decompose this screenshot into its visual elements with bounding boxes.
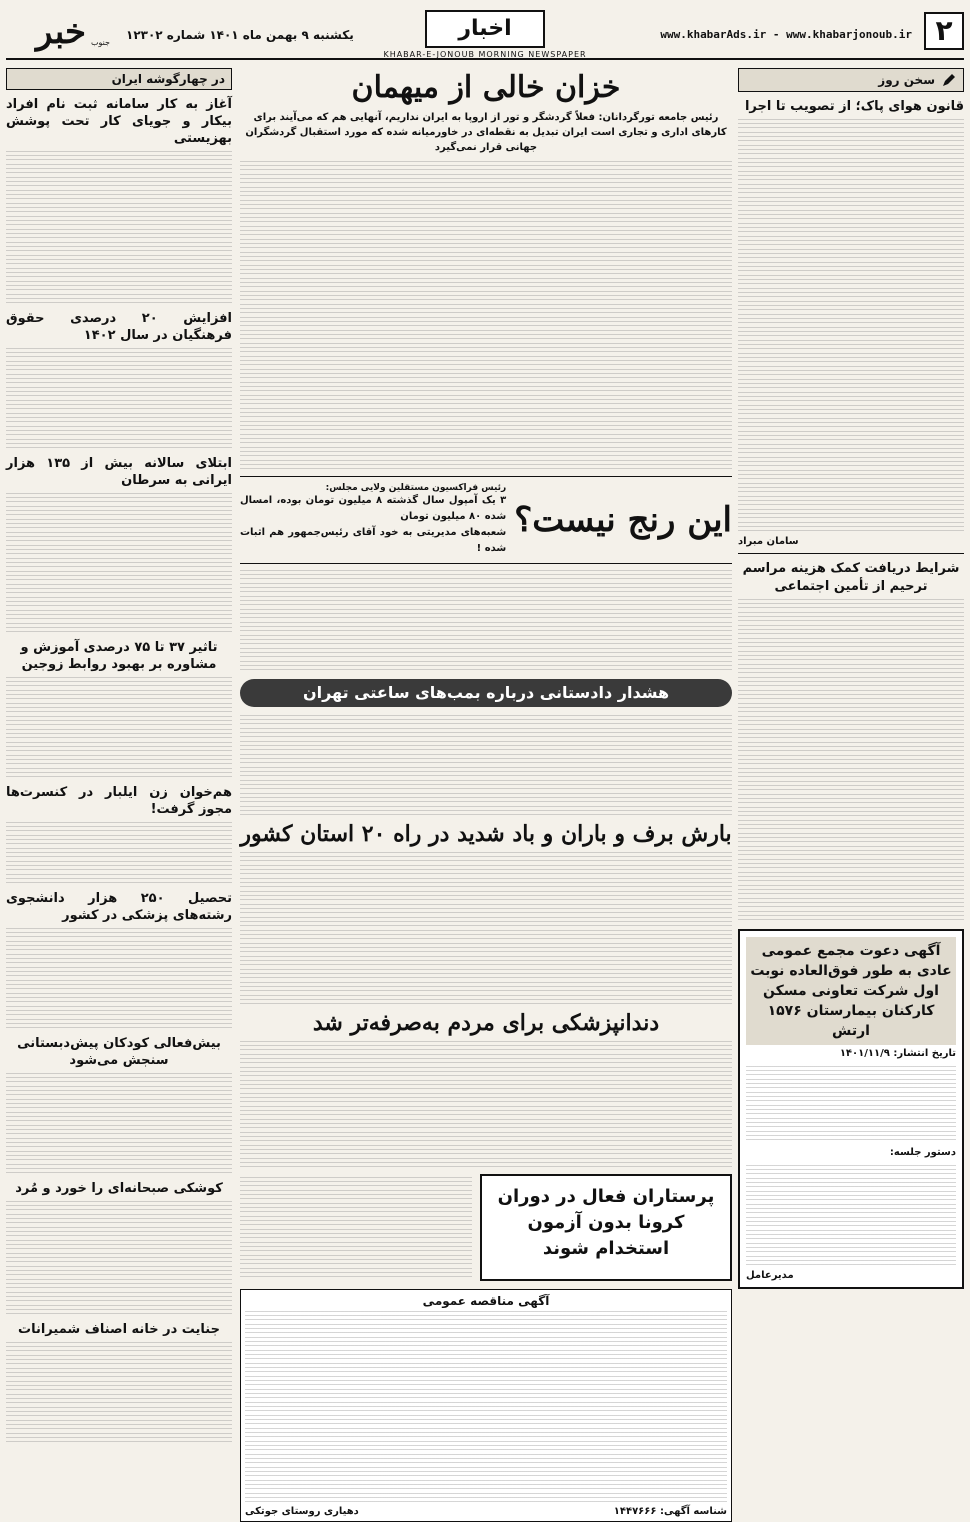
logo-text: خبر bbox=[35, 12, 87, 52]
news-item-title: بیش‌فعالی کودکان پیش‌دبستانی سنجش می‌شود bbox=[17, 1036, 221, 1068]
editorial-title: قانون هوای پاک؛ از تصویب تا اجرا bbox=[744, 99, 964, 114]
page-number: ۲ bbox=[924, 12, 964, 50]
ad-title: آگهی دعوت مجمع عمومی عادی به طور فوق‌العاده نوبت اول شرکت تعاونی مسکن کارکنان بیمارستان ۱۵۷۶ ارتش bbox=[746, 937, 956, 1045]
news-item-title: جنایت در خانه اصناف شمیرانات bbox=[18, 1322, 220, 1337]
main-lede: رئیس جامعه تورگردانان: فعلاً گردشگر و تور از اروپا به ایران نداریم، آنهایی هم که می‌آیند برای کارهای اداری و تجاری است ایران تبدیل به نقطه‌ای در خاورمیانه شده که مورد استقبال گردشگران جهانی قرار نمی‌گیرد bbox=[245, 112, 727, 153]
nurse-box bbox=[480, 1174, 732, 1281]
weather-body bbox=[240, 852, 732, 1005]
news-item-title: تاثیر ۳۷ تا ۷۵ درصدی آموزش و مشاوره بر بهبود روابط زوجین bbox=[20, 640, 218, 672]
website-url[interactable]: www.khabarAds.ir - www.khabarjonoub.ir bbox=[660, 28, 912, 41]
ad-agenda: دستور جلسه: bbox=[889, 1147, 956, 1158]
newspaper-subtitle: KHABAR-E-JONOUB MORNING NEWSPAPER bbox=[383, 50, 587, 59]
tender-id: شناسه آگهی: ۱۴۴۷۶۶۶ bbox=[613, 1506, 727, 1517]
news-item-title: تحصیل ۲۵۰ هزار دانشجوی رشته‌های پزشکی در کشور bbox=[6, 891, 233, 923]
callout-kicker: رئیس فراکسیون مستقلین ولایی مجلس: bbox=[325, 483, 507, 493]
weather-headline: بارش برف و باران و باد شدید در راه ۲۰ استان کشور bbox=[240, 821, 732, 847]
news-item-title: افزایش ۲۰ درصدی حقوق فرهنگیان در سال ۱۴۰۲ bbox=[6, 311, 232, 343]
callout bbox=[240, 476, 732, 564]
editorial-body bbox=[738, 119, 964, 532]
news-item-title: کوشکی صبحانه‌ای را خورد و مُرد bbox=[15, 1181, 223, 1196]
dental-headline: دندانپزشکی برای مردم به‌صرفه‌تر شد bbox=[312, 1010, 660, 1036]
assembly-ad bbox=[738, 929, 964, 1289]
tender-ad bbox=[240, 1289, 732, 1522]
callout-body bbox=[240, 570, 732, 671]
ad-signature: مدیرعامل bbox=[746, 1270, 794, 1281]
main-body bbox=[240, 161, 732, 470]
pen-icon bbox=[941, 72, 957, 88]
masthead bbox=[6, 10, 964, 60]
main-headline: خزان خالی از میهمان bbox=[351, 70, 621, 105]
news-item-title: ابتلای سالانه بیش از ۱۳۵ هزار ایرانی به سرطان bbox=[6, 456, 232, 488]
middle-column bbox=[240, 68, 732, 1517]
tender-org: دهیاری روستای جوتکی bbox=[245, 1506, 359, 1517]
section-banner: هشدار دادستانی درباره بمب‌های ساعتی تهران bbox=[240, 679, 732, 707]
article-title: شرایط دریافت کمک هزینه مراسم ترحیم از تأمین اجتماعی bbox=[742, 561, 960, 594]
left-column bbox=[6, 68, 232, 1428]
logo-subtext: جنوب bbox=[90, 38, 110, 47]
tender-title: آگهی مناقصه عمومی bbox=[422, 1294, 550, 1308]
dateline: یکشنبه ۹ بهمن ماه ۱۴۰۱ شماره ۱۲۳۰۲ bbox=[126, 28, 354, 42]
article-body bbox=[738, 599, 964, 921]
news-item-title: هم‌خوان زن ایلبار در کنسرت‌ها مجوز گرفت! bbox=[6, 785, 232, 817]
callout-point: ۳ یک آمپول سال گذشته ۸ میلیون تومان بوده، امسال شده ۸۰ میلیون تومان bbox=[240, 495, 507, 522]
callout-title: این رنج نیست؟ bbox=[514, 500, 732, 540]
section-label: در چهارگوشه ایران bbox=[6, 68, 232, 90]
column-label: سخن روز bbox=[738, 68, 964, 92]
callout-point: شعبه‌های مدیریتی به خود آقای رئیس‌جمهور هم اثبات شده ! bbox=[240, 527, 507, 554]
banner-body bbox=[240, 715, 732, 816]
section-title: اخبار bbox=[425, 10, 545, 48]
nurse-headline: پرستاران فعال در دوران کرونا بدون آزمون استخدام شوند bbox=[497, 1186, 715, 1259]
editorial-author: سامان مبراد bbox=[738, 536, 799, 547]
ad-date: تاریخ انتشار: ۱۴۰۱/۱۱/۹ bbox=[839, 1048, 956, 1059]
right-column bbox=[738, 68, 964, 1428]
logo bbox=[6, 10, 116, 54]
news-item-title: آغاز به کار سامانه ثبت نام افراد بیکار و جویای کار تحت پوشش بهزیستی bbox=[6, 97, 232, 146]
dental-body bbox=[240, 1041, 732, 1168]
